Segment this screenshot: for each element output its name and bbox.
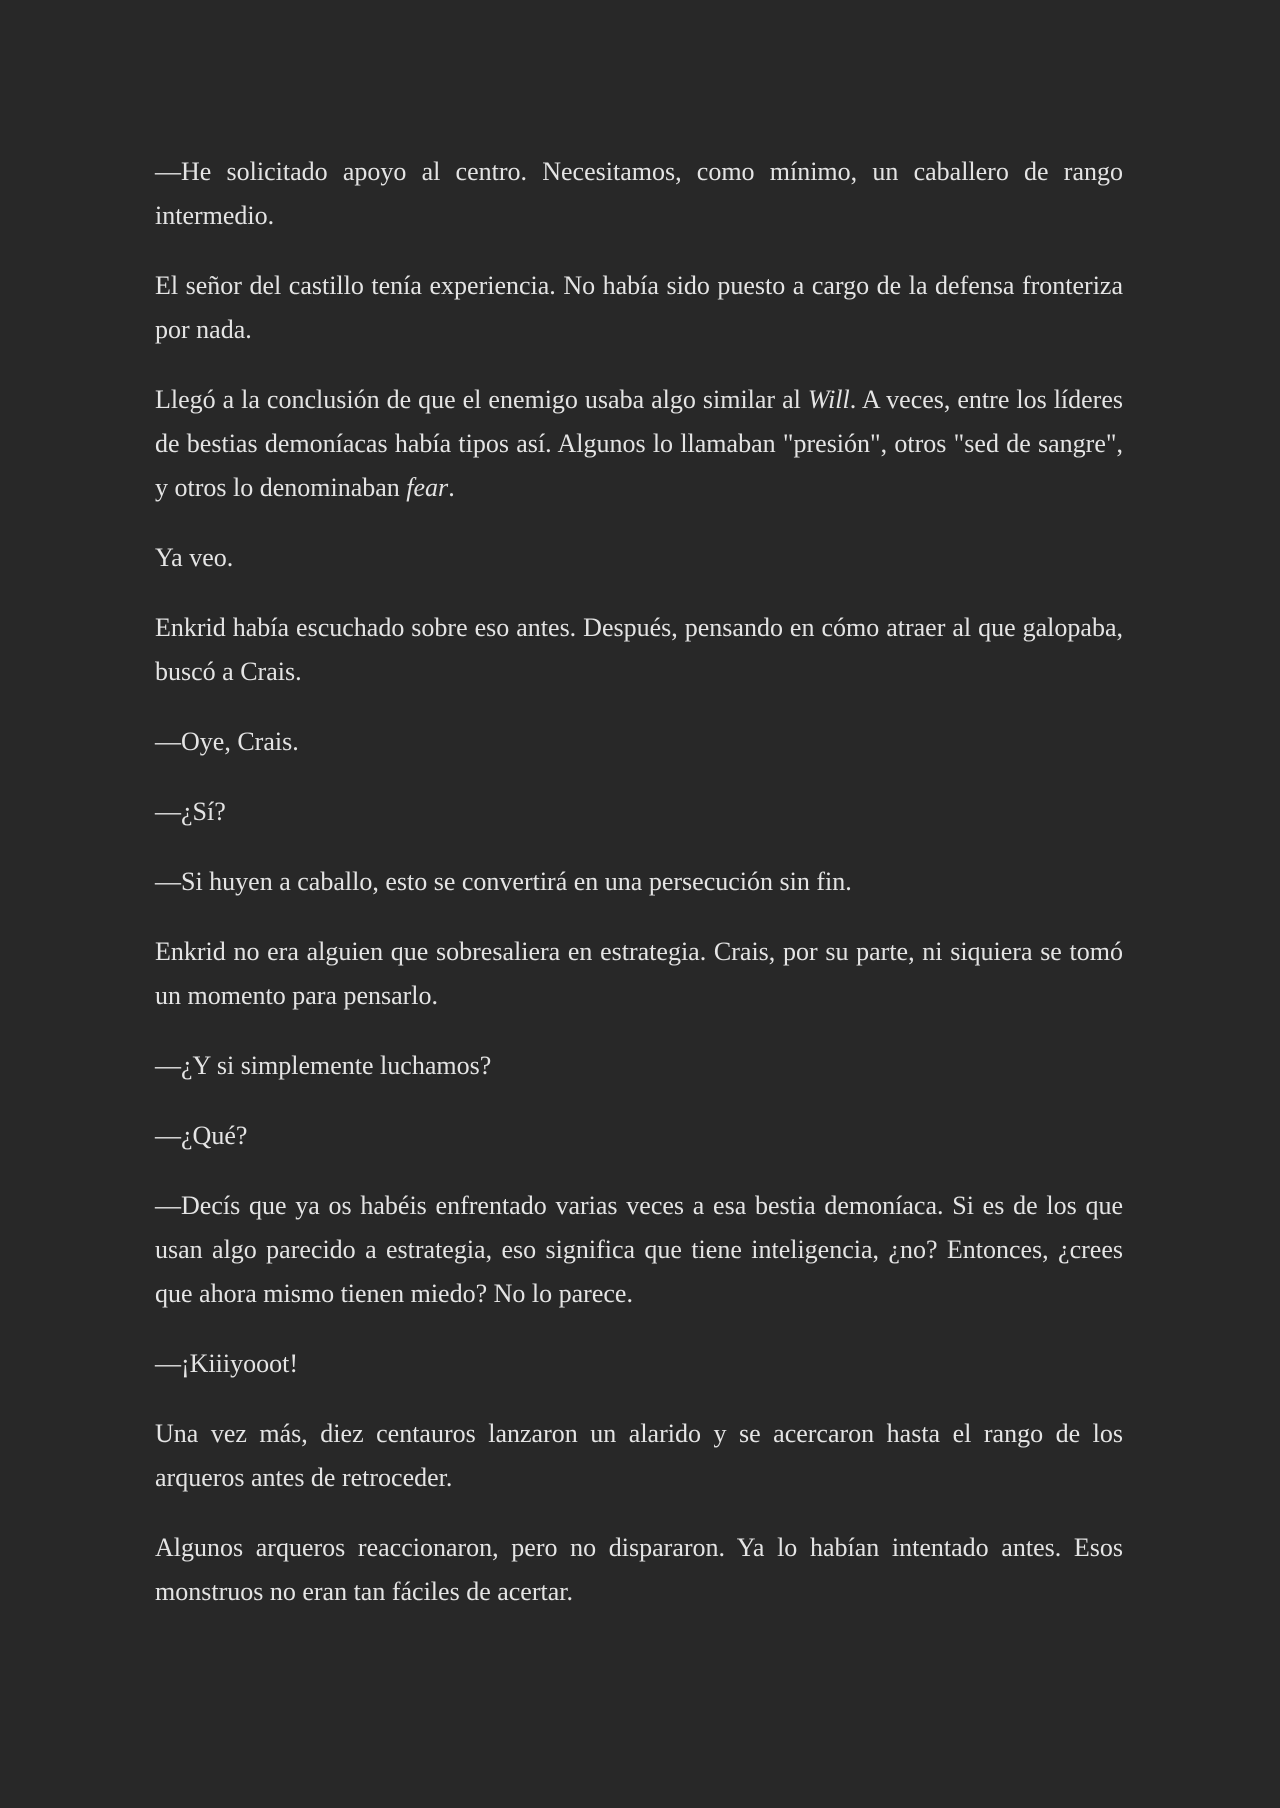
paragraph: —He solicitado apoyo al centro. Necesitamos, como mínimo, un caballero de rango intermedio.	[155, 157, 1123, 230]
paragraph: —Oye, Crais.	[155, 727, 299, 756]
paragraph: —Si huyen a caballo, esto se convertirá en una persecución sin fin.	[155, 867, 852, 896]
paragraph-text: Llegó a la conclusión de que el enemigo usaba algo similar al	[155, 385, 808, 414]
paragraph-text: . A veces, entre los líderes de bestias demoníacas había tipos así. Algunos lo llamaban "presión", otros "sed de sangre", y otros lo denominaban	[155, 385, 1123, 502]
paragraph: —¿Y si simplemente luchamos?	[155, 1051, 492, 1080]
paragraph: Una vez más, diez centauros lanzaron un alarido y se acercaron hasta el rango de los arqueros antes de retroceder.	[155, 1419, 1123, 1492]
paragraph: Algunos arqueros reaccionaron, pero no dispararon. Ya lo habían intentado antes. Esos monstruos no eran tan fáciles de acertar.	[155, 1533, 1123, 1606]
italic-term-fear: fear	[406, 473, 449, 502]
paragraph: Enkrid había escuchado sobre eso antes. Después, pensando en cómo atraer al que galopaba, buscó a Crais.	[155, 613, 1123, 686]
paragraph: Enkrid no era alguien que sobresaliera en estrategia. Crais, por su parte, ni siquiera se tomó un momento para pensarlo.	[155, 937, 1123, 1010]
paragraph-text: .	[448, 473, 455, 502]
paragraph: —¿Qué?	[155, 1121, 248, 1150]
paragraph: —¿Sí?	[155, 797, 226, 826]
paragraph: Ya veo.	[155, 543, 234, 572]
document-body	[155, 150, 1123, 1640]
italic-term-will: Will	[807, 385, 850, 414]
paragraph: El señor del castillo tenía experiencia. No había sido puesto a cargo de la defensa fronteriza por nada.	[155, 271, 1123, 344]
paragraph: —Decís que ya os habéis enfrentado varias veces a esa bestia demoníaca. Si es de los que usan algo parecido a estrategia, eso significa que tiene inteligencia, ¿no? Entonces, ¿crees que ahora mismo tienen miedo? No lo parece.	[155, 1191, 1123, 1308]
paragraph	[155, 378, 1123, 510]
paragraph: —¡Kiiiyooot!	[155, 1349, 298, 1378]
